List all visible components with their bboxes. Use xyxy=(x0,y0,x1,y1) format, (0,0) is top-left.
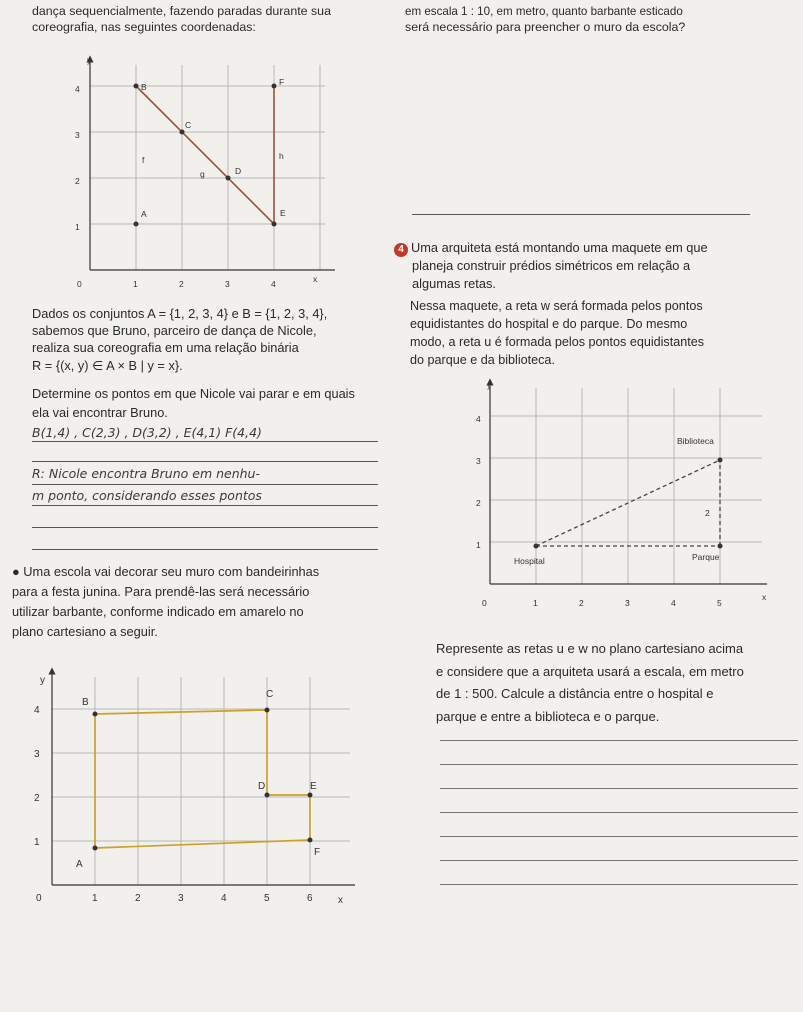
g2-y-tick: 3 xyxy=(476,456,481,466)
g3-label-d: D xyxy=(258,781,266,792)
g3-axis-x: x xyxy=(338,895,343,906)
right-top-line-2: será necessário para preencher o muro da escola? xyxy=(405,20,686,34)
g1-axis-y: y xyxy=(87,55,92,65)
handwritten-answer-2: R: Nicole encontra Bruno em nenhu- xyxy=(32,466,260,481)
g2-label-parque: Parque xyxy=(692,552,720,562)
g3-y-tick: 3 xyxy=(34,749,40,760)
g2-label-hospital: Hospital xyxy=(514,556,545,566)
g3-y-tick: 1 xyxy=(34,837,40,848)
g1-y-tick: 2 xyxy=(75,176,80,186)
g1-label-h: h xyxy=(279,151,284,161)
g2-x-tick: 3 xyxy=(625,598,630,608)
question-number-badge: 4 xyxy=(394,243,408,257)
q4-line-4: Nessa maquete, a reta w será formada pelos pontos xyxy=(410,299,703,313)
g3-x-tick: 4 xyxy=(221,893,227,904)
graph-maquete xyxy=(462,378,782,613)
g1-y-tick: 3 xyxy=(75,130,80,140)
g2-label-segment: 2 xyxy=(705,508,710,518)
g2-axis-y: y xyxy=(487,380,492,390)
g3-x-tick: 2 xyxy=(135,893,141,904)
handwritten-answer-1: B(1,4) , C(2,3) , D(3,2) , E(4,1) F(4,4) xyxy=(32,425,262,440)
banner-line-4: plano cartesiano a seguir. xyxy=(12,624,158,639)
g3-y-tick: 2 xyxy=(34,793,40,804)
right-top-line-1: em escala 1 : 10, em metro, quanto barbante esticado xyxy=(405,5,683,18)
graph-bandeirinhas xyxy=(20,665,360,910)
question-line-1: Determine os pontos em que Nicole vai parar e em quais xyxy=(32,386,355,401)
g3-x-tick: 6 xyxy=(307,893,313,904)
g2-x-tick: 1 xyxy=(533,598,538,608)
left-top-line-1: dança sequencialmente, fazendo paradas durante sua xyxy=(32,4,331,18)
g1-label-d: D xyxy=(235,166,242,176)
q4-line-7: do parque e da biblioteca. xyxy=(410,353,555,367)
g1-label-a: A xyxy=(141,209,147,219)
banner-line-1: ● Uma escola vai decorar seu muro com bandeirinhas xyxy=(12,564,320,579)
sets-line-4: R = {(x, y) ∈ A × B | y = x}. xyxy=(32,358,183,373)
g2-y-tick: 1 xyxy=(476,540,481,550)
q4-line-5: equidistantes do hospital e do parque. Do mesmo xyxy=(410,317,688,331)
g2-y-tick: 2 xyxy=(476,498,481,508)
g3-x-tick: 3 xyxy=(178,893,184,904)
g1-x-tick: 3 xyxy=(225,279,230,289)
g3-label-b: B xyxy=(82,697,89,708)
g1-x-tick: 1 xyxy=(133,279,138,289)
g1-x-tick: 2 xyxy=(179,279,184,289)
rep-line-2: e considere que a arquiteta usará a escala, em metro xyxy=(436,664,744,679)
g2-x-tick: 5 xyxy=(717,598,722,608)
g1-x-tick: 0 xyxy=(77,279,82,289)
g2-x-tick: 0 xyxy=(482,598,487,608)
g1-label-f-lower: f xyxy=(142,155,145,165)
sets-line-3: realiza sua coreografia em uma relação binária xyxy=(32,340,299,355)
g2-label-biblioteca: Biblioteca xyxy=(677,436,714,446)
q4-line-1: 4 Uma arquiteta está montando uma maquete em que xyxy=(394,239,708,257)
rep-line-1: Represente as retas u e w no plano cartesiano acima xyxy=(436,641,744,656)
g2-x-tick: 2 xyxy=(579,598,584,608)
g1-label-e: E xyxy=(280,208,286,218)
g1-y-tick: 1 xyxy=(75,222,80,232)
graph-nicole xyxy=(55,55,345,295)
q4-line-2: planeja construir prédios simétricos em relação a xyxy=(412,258,691,273)
g1-label-g: g xyxy=(200,169,205,179)
g3-x-tick: 5 xyxy=(264,893,270,904)
g3-label-e: E xyxy=(310,781,317,792)
banner-line-3: utilizar barbante, conforme indicado em amarelo no xyxy=(12,604,304,619)
question-line-2: ela vai encontrar Bruno. xyxy=(32,405,168,420)
g3-axis-y: y xyxy=(40,675,45,686)
q4-line-3: algumas retas. xyxy=(412,276,496,291)
g1-label-b: B xyxy=(141,82,147,92)
g1-axis-x: x xyxy=(313,274,318,284)
g1-label-c: C xyxy=(185,120,192,130)
sets-line-1: Dados os conjuntos A = {1, 2, 3, 4} e B = {1, 2, 3, 4}, xyxy=(32,306,328,321)
g3-x-tick: 0 xyxy=(36,893,42,904)
banner-line-2: para a festa junina. Para prendê-las será necessário xyxy=(12,584,310,599)
sets-line-2: sabemos que Bruno, parceiro de dança de Nicole, xyxy=(32,323,317,338)
rep-line-3: de 1 : 500. Calcule a distância entre o hospital e xyxy=(436,686,714,701)
g1-label-f: F xyxy=(279,77,285,87)
g3-y-tick: 4 xyxy=(34,705,40,716)
g1-x-tick: 4 xyxy=(271,279,276,289)
g2-axis-x: x xyxy=(762,592,767,602)
q4-line-6: modo, a reta u é formada pelos pontos equidistantes xyxy=(410,335,705,349)
g3-label-c: C xyxy=(266,689,274,700)
g1-y-tick: 4 xyxy=(75,84,80,94)
g3-x-tick: 1 xyxy=(92,893,98,904)
g3-label-f: F xyxy=(314,847,321,858)
handwritten-answer-3: m ponto, considerando esses pontos xyxy=(32,488,262,503)
rep-line-4: parque e entre a biblioteca e o parque. xyxy=(436,709,660,724)
g3-label-a: A xyxy=(76,859,83,870)
left-top-line-2: coreografia, nas seguintes coordenadas: xyxy=(32,20,256,34)
g2-y-tick: 4 xyxy=(476,414,481,424)
g2-x-tick: 4 xyxy=(671,598,676,608)
